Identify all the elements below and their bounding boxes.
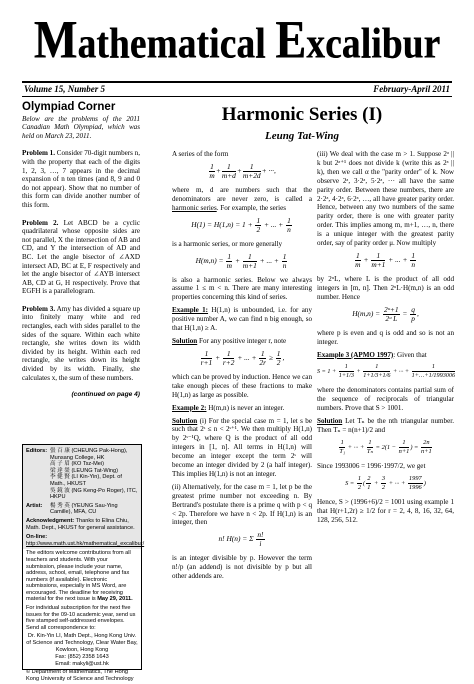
olympiad-corner (22, 103, 140, 405)
olympiad-heading: Olympiad Corner (22, 101, 116, 113)
olympiad-intro: Below are the problems of the 2011 Canadian Math Olympiad, which was held on March 23, 2011. (22, 114, 140, 140)
example-1: Example 1: H(1,n) is unbounded, i.e. for any positive number A, we can find n big enough, so that H(1,n) ≥ A. (172, 306, 312, 333)
editor-entry: 張 百 康 (CHEUNG Pak-Hong), Munsang College, HK (50, 448, 128, 461)
equation-apmo: S = 1 + $\frac{1}{1+1/3}$ + $\frac{1}{1+1/3+1/6}$ + ··· + $\frac{1}{1+\dots+1/1993006}$ (317, 363, 456, 380)
issue-line (24, 84, 450, 96)
continued-note: (continued on page 4) (71, 391, 140, 399)
equation-factorial: n! H(n) = Σ $\frac{n!}{i}$ (218, 530, 264, 549)
article-column-middle: A series of the form $\frac{1}{m}$ + $\frac{1}{m+d}$ + $\frac{1}{m+2d}$ + ···, where m, d are numbers such that the denominators are never zero, is called a harmonic series. For example, the series H(1) = H(1,n) = 1 + $\frac{1}{2}$ + ... + $\frac{1}{n}$ is a harmonic series, or more generally H(m,n) = $\frac{1}{m}$ + $\frac{1}{m+1}$ + ... + $\frac{1}{n}$ is also a harmonic series. Below we always assume 1 ≤ m < n. There are many interesting properties concerning this kind of series. Example 1: H(1,n) is unbounded, i.e. for any positive number A, we can find n big enough, so that H(1,n) ≥ A. Solution For any positive integer r, note $\frac{1}{r+1}$ + $\frac{1}{r+2}$ + ... + $\frac{1}{2r}$ ≥ $\frac{1}{2}$ , which can be proved by induction. Hence we can take enough pieces of these fractions to make H(1,n) as large as possible. Example 2: H(m,n) is never an integer. Solution (i) For the special case m = 1, let s be such that 2ˢ ≤ n < 2ˢ⁺¹. We then multiply H(1,n) by 2ˢ⁻¹Q, where Q is the product of all odd integers in [1, n]. All terms in H(1,n) will become an integer except the term 2ˢ will become an integer divided by 2 (a half integer). This implies H(1,n) is not an integer. (ii) Alternatively, for the case m = 1, let p be the greatest prime number not exceeding n. By Bertrand's postulate there is a prime q with p < q < 2p. Therefore we have n < 2p. If H(1,n) is an integer, then n! H(n) = Σ $\frac{n!}{i}$ is an integer divisible by p. However the term n!/p (an addend) is not divisible by p but all other addends are. (172, 150, 312, 581)
equation-h-1-n: H(1) = H(1,n) = 1 + $\frac{1}{2}$ + ... + $\frac{1}{n}$ (191, 215, 291, 234)
equation-telescoping: $\frac{1}{\text{T₁}}$ + ··· + $\frac{1}{\text{Tₙ}}$ = 2(1 − $\frac{1}{n+1}$ ) = $\frac{2n}{n+1}$ (339, 438, 432, 455)
problem-2: Problem 2. Let ABCD be a cyclic quadrilateral whose opposite sides are not parallel, X the intersection of AB and CD, and Y the intersection of AD and BC. Let the angle bisector of ∠AXD intersect AD, BC at E, F respectively and let the angle bisector of ∠AYB intersect AB, CD at G, H respectively. Prove that EGFH is a parallelogram. (22, 218, 140, 296)
editor-entry: 高 子 眉 (KO Tsz-Mei) (50, 461, 104, 468)
article-author: Leung Tat-Wing (264, 130, 340, 142)
submission-info: The editors welcome contributions from all teachers and students. With your submission, please include your name, address, school, email, telephone and fax numbers (if available). Electronic submissions, especially in MS Word, are encouraged. The deadline for receiving material for the next issue is May 29, 2011. (26, 550, 133, 603)
editor-entry: 梁 達 榮 (LEUNG Tat-Wing) (50, 467, 118, 474)
online-link[interactable]: http://www.math.ust.hk/mathematical_excalibur/ (26, 540, 145, 547)
editor-entry: 吳 鏡 波 (NG Keng-Po Roger), ITC, HKPU (50, 487, 138, 501)
masthead (0, 0, 474, 94)
article-column-right: (iii) We deal with the case m > 1. Suppose 2ᵃ || k but 2ᵃ⁺¹ does not divide k (write this as 2ᵃ || k), then we call α the "parity order" of k. Now observe 2ᵃ, 3·2ᵃ, 5·2ᵃ, ··· all have the same parity order. Between these numbers, there are 2·2ᵃ, 4·2ᵃ, 6·2ᵃ, …, all have greater parity order. Hence, between any two numbers of the same parity order, there is one with greater parity order. This implies among m, m+1, …, n, there is a unique integer with the greatest parity order, say of parity order μ. Now multiply $\frac{1}{m}$ + $\frac{1}{m+1}$ + ... + $\frac{1}{n}$ by 2ᵘL, where L is the product of all odd integers in [m, n]. Then 2ᵘL·H(m,n) is an odd number. Hence H(m,n) = $\frac{\text{2ᵘ+1}}{\text{2ᵘ L}}$ = $\frac{q}{p}$ , where p is even and q is odd and so is not an integer. Example 3 (APMO 1997): Given that S = 1 + $\frac{1}{1+1/3}$ + $\frac{1}{1+1/3+1/6}$ + ··· + $\frac{1}{1+\dots+1/1993006}$ where the denominators contains partial sum of the sequence of reciprocals of triangular numbers. Prove that S > 1001. Solution Let Tₙ be the nth triangular number. Then Tₙ = n(n+1)/2 and $\frac{1}{\text{T₁}}$ + ··· + $\frac{1}{\text{Tₙ}}$ = 2(1 − $\frac{1}{n+1}$ ) = $\frac{2n}{n+1}$ Since 1993006 = 1996·1997/2, we get S = $\frac{1}{2}$ ( $\frac{2}{1}$ + $\frac{3}{2}$ + ··· + $\frac{1997}{1996}$ ) Hence, S > (1996+6)/2 = 1001 using example 1 that H(r+1,2r) ≥ 1/2 for r = 2, 4, 8, 16, 32, 64, 128, 256, 512. (317, 150, 456, 524)
equation-h-m-n: H(m,n) = $\frac{1}{m}$ + $\frac{1}{m+1}$ + ... + $\frac{1}{n}$ (195, 251, 287, 270)
volume-number: Volume 15, Number 5 (24, 84, 106, 94)
newsletter-title (0, 8, 474, 70)
equation-induction: $\frac{1}{r+1}$ + $\frac{1}{r+2}$ + ... + $\frac{1}{2r}$ ≥ $\frac{1}{2}$ , (200, 348, 285, 367)
article-title: Harmonic Series (I) (221, 104, 383, 125)
email-address[interactable]: Email: makyli@ust.hk (55, 660, 109, 667)
title-initial-e: E (275, 9, 307, 70)
example-3: Example 3 (APMO 1997): Given that (317, 350, 427, 359)
editor-entry: 李 健 賢 (LI Kin-Yin), Dept. of Math., HKUST (50, 474, 122, 487)
fax-number: Fax: (852) 2358 1643 (55, 654, 109, 661)
equation-s-sum: S = $\frac{1}{2}$ ( $\frac{2}{1}$ + $\frac{3}{2}$ + ··· + $\frac{1997}{1996}$ ) (345, 474, 426, 491)
editors-block: Editors: 張 百 康 (CHEUNG Pak-Hong), Munsang College, HK 高 子 眉 (KO Tsz-Mei) 梁 達 榮 (LEUNG Tat-Wing) 李 健 賢 (LI Kin-Yin), Dept. of Math., HKUST 吳 鏡 波 (NG Keng-Po Roger), ITC, HKPU Artist: 楊 秀 英 (YEUNG Sau-Ying Camille), MFA, CU Acknowledgment: Thanks to Elina Chiu, Math. Dept., HKUST for general assistance. On-line: http://www.math.ust.hk/mathematical_excalibur/ (23, 445, 141, 549)
acknowledgment: Acknowledgment: Thanks to Elina Chiu, Math. Dept., HKUST for general assistance. (26, 517, 135, 531)
article-header (150, 104, 454, 142)
editorial-info-box (22, 444, 145, 682)
title-initial-m: M (33, 9, 78, 70)
title-part-2: xcalibur (306, 19, 441, 69)
equation-general-series: $\frac{1}{m}$ + $\frac{1}{m+d}$ + $\frac{1}{m+2d}$ + ···, (209, 161, 276, 180)
issue-date: February-April 2011 (373, 84, 450, 94)
issue-rule-top (22, 81, 452, 83)
copyright-notice: © Department of Mathematics, The Hong Kong University of Science and Technology (26, 669, 134, 682)
title-part-1: athematical (77, 19, 276, 69)
correspondence-address: Dr. Kin-Yin LI, Math Dept., Hong Kong Univ. of Science and Technology, Clear Water Bay, Kowloon, Hong Kong (26, 633, 138, 653)
equation-multiply: $\frac{1}{m}$ + $\frac{1}{m+1}$ + ... + $\frac{1}{n}$ (355, 250, 416, 269)
problem-3: Problem 3. Amy has divided a square up into finitely many white and red rectangles, each with sides parallel to the sides of the square. Within each white rectangle, she writes down its width divided by its height. Within each red rectangle, she writes down its height divided by its width. Finally, she calculates x, the sum of these numbers. (22, 304, 140, 382)
example-2: Example 2: H(m,n) is never an integer. (172, 403, 285, 412)
artist-credit: 楊 秀 英 (YEUNG Sau-Ying Camille), MFA, CU (50, 502, 118, 516)
issue-rule-bottom (22, 96, 452, 97)
equation-parity: H(m,n) = $\frac{\text{2ᵘ+1}}{\text{2ᵘ L}}$ = $\frac{q}{p}$ , (352, 304, 419, 323)
subscription-info: For individual subscription for the next five issues for the 09-10 academic year, send us five stamped self-addressed envelopes. Send all correspondence to: (26, 605, 136, 631)
problem-1: Problem 1. Consider 70-digit numbers n, with the property that each of the digits 1, 2, 3, …, 7 appears in the decimal expansion of n ten times (and 8, 9 and 0 do not appear). Show that no number of this form can divide another number of this form. (22, 149, 141, 209)
